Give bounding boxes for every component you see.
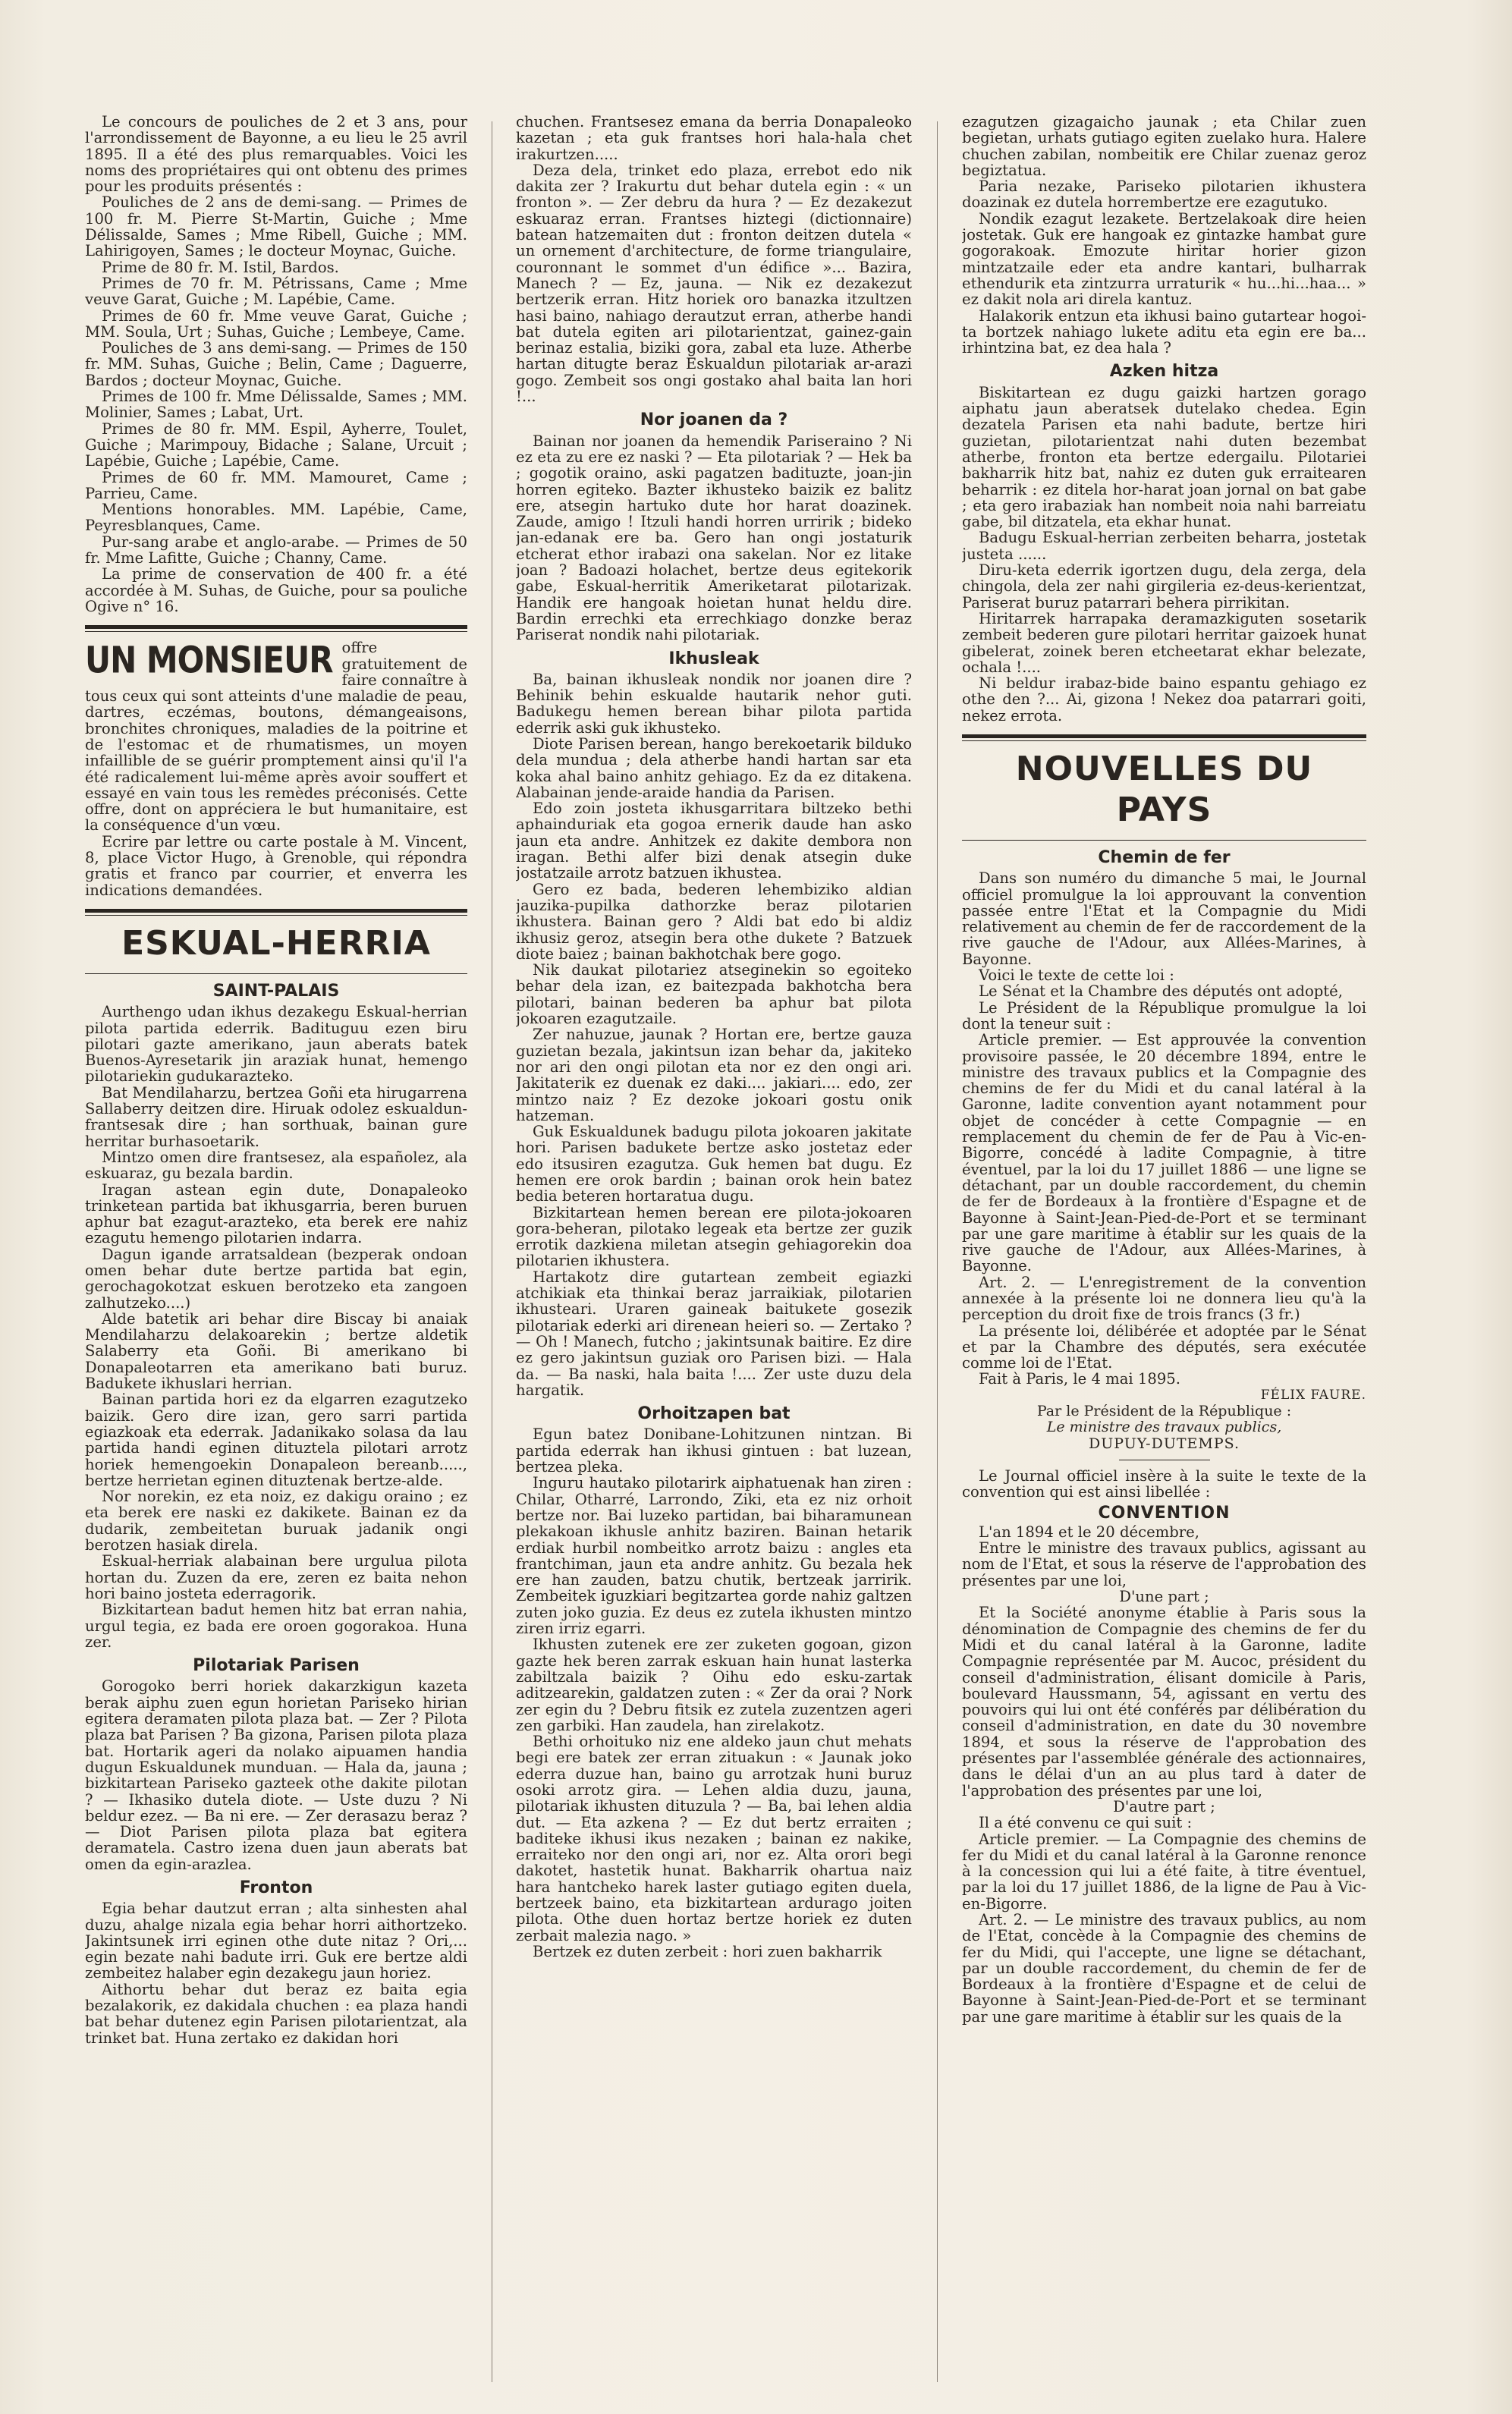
paragraph: Gorogoko berri horiek dakarzkigun kazeta berak aiphu zuen egun horietan Pariseko hirian egitera deramaten pilota plaza bat. — Zer ? Pilota plaza bat Parisen ? Ba gizona, Parisen pilota plaza bat. Hortarik ageri da nolako aipuamen handia dugun Eskualdunek munduan. — Hala da, jauna ; bizkitartean Pariseko gazteek othe dakite pilotan ? — Ikhasiko dutela diote. — Uste duzu ? Ni beldur ezez. — Ba ni ere. — Zer derasazu beraz ? — Diot Parisen pilota plaza bat egitera deramatela. Castro izena duen jaun aberats bat omen da egin-arazlea. xyxy=(85,1677,467,1873)
section-title: NOUVELLES DU PAYS xyxy=(1015,749,1313,829)
article-heading: Chemin de fer xyxy=(1098,847,1231,867)
paragraph: Primes de 70 fr. M. Pétrissans, Came ; Mme veuve Garat, Guiche ; M. Lapébie, Came. xyxy=(85,274,467,309)
paragraph: Il a été convenu ce qui suit : xyxy=(979,1814,1193,1832)
section-divider xyxy=(962,734,1366,741)
paragraph: Le concours de pouliches de 2 et 3 ans, pour l'arrondissement de Bayonne, a eu lieu le 25 avril 1895. Il a été des plus remarquables. Voici les noms des propriétaires qui ont obtenu des primes pour les produits présentés : xyxy=(85,114,467,196)
paragraph: Nondik ezagut lezakete. Bertzelakoak dire heien jostetak. Guk ere hangoak ez gintazke hambat gure gogorakoak. Emozute hiritar horier gizon mintzatzaile eder eta andre kantari, bulharrak ethendurik eta zintzurra urraturik « hu...hi...haa... » ez dakit nola ari direla kantuz. xyxy=(962,209,1366,309)
paragraph: Le Président de la République promulgue la loi dont la teneur suit : xyxy=(962,998,1366,1033)
paragraph: Pur-sang arabe et anglo-arabe. — Primes de 50 fr. Mme Lafitte, Guiche ; Channy, Came. xyxy=(85,533,467,567)
paragraph: Mintzo omen dire frantsesez, ala españolez, ala eskuaraz, gu bezala bardin. xyxy=(85,1148,467,1183)
paragraph: Deza dela, trinket edo plaza, errebot edo nik dakita zer ? Irakurtu dut behar dutela egin : « un fronton ». — Zer debru da hura ? — Ez dezakezut eskuaraz erran. Frantses hiztegi (dictionnaire) batean hatzemaiten dut : fronton deitzen dutela « un ornement d'architecture, de forme triangulaire, couronnant le sommet d'un édifice »... Bazira, Manech ? — Ez, jauna. — Nik ez dezakezut bertzerik erran. Hitz horiek oro banazka itzultzen hasi baino, nahiago derautzut erran, atherbe handi bat dutela egiten ari pilotarientzat, gainez-gain berinaz estalia, biziki gora, zabal eta luze. Atherbe hartan ditugte beraz Eskualdun pilotariak ar-arazi gogo. Zembeit sos ongi gostako ahal baita lan hori !... xyxy=(516,161,912,406)
paragraph: Diru-keta ederrik igortzen dugu, dela zerga, dela chingola, dela zer nahi girgileria ez-deus-kerientzat, Pariserat buruz patarrari behera pirrikitan. xyxy=(962,561,1366,611)
paragraph: Bizkitartean hemen berean ere pilota-jokoaren gora-beheran, pilotako legeak eta bertze zer guzik errotik dazkiena miletan atsegin gehiagorekin doa pilotarien ikhustera. xyxy=(516,1203,912,1270)
paragraph: Iragan astean egin dute, Donapaleoko trinketean partida bat ikhusgarria, beren buruen aphur bat ezagut-arazteko, eta berek ere nahiz ezagutu hemengo pilotarien indarra. xyxy=(85,1180,467,1247)
paragraph: Ikhusten zutenek ere zer zuketen gogoan, gizon gazte hek beren zarrak eskuan hain hunat lasterka zabiltzala baizik ? Oihu edo esku-zartak aditzearekin, galdatzen zuten : « Zer da orai ? Nork zer egin du ? Debru fitsik ez zutela zuzentzen ageri zen garbiki. Han zaudela, han zirelakotz. xyxy=(516,1636,912,1734)
paragraph: Biskitartean ez dugu gaizki hartzen gorago aiphatu jaun aberatsek dutelako chedea. Egin dezatela Parisen eta nahi badute, bertze hiri guzietan, pilotarientzat nahi duten bezembat atherbe, fronton eta bertze edergailu. Pilotariei bakharrik hitz bat, nahiz ez duten guk erraitearen beharrik : ez ditela hor-harat joan jornal on bat gabe ; eta gero irabaziak han nombeit noia nahi barreiatu gabe, bil ditzatela, eta ekhar hunat. xyxy=(962,383,1366,531)
pouliches-report xyxy=(85,114,467,615)
paragraph: D'une part ; xyxy=(1119,1588,1209,1606)
paragraph: Art. 2. — Le ministre des travaux publics, au nom de l'Etat, concède à la Compagnie des chemins de fer du Midi, qui l'accepte, une ligne se détachant, par un double raccordement, du chemin de fer de Bordeaux à la frontière d'Espagne et de celui de Bayonne à Saint-Jean-Pied-de-Port et se terminant par une gare maritime à établir sur les quais de la xyxy=(962,1910,1366,2026)
paragraph: La prime de conservation de 400 fr. a été accordée à M. Suhas, de Guiche, pour sa pouliche Ogive n° 16. xyxy=(85,565,467,615)
signature: Le ministre des travaux publics, xyxy=(1046,1419,1282,1436)
article-heading: Orhoitzapen bat xyxy=(637,1404,791,1424)
paragraph: Bizkitartean badut hemen hitz bat erran nahia, urgul tegia, ez bada ere oroen gogorakoa. Huna zer. xyxy=(85,1601,467,1651)
article-heading: CONVENTION xyxy=(1098,1503,1231,1523)
signature: FÉLIX FAURE. xyxy=(1260,1387,1366,1403)
paragraph: Hartakotz dire gutartean zembeit egiazki atchikiak eta thinkai beraz jarraikiak, pilotarien ikhusteari. Uraren gaineak baitukete gosezik pilotariak ederki ari direnean heieri so. — Zertako ? — Oh ! Manech, futcho ; jakintsunak baitire. Ez dire ez gero jakintsun guziak oro Parisen bizi. — Hala da. — Ba naski, hala baita !.... Zer uste duzu dela hargatik. xyxy=(516,1268,912,1399)
paragraph: Mentions honorables. MM. Lapébie, Came, Peyresblanques, Came. xyxy=(85,501,467,535)
article-heading: Pilotariak Parisen xyxy=(193,1656,360,1676)
paragraph: Ba, bainan ikhusleak nondik nor joanen dire ? Behinik behin eskualde hautarik nehor guti. Badukegu hemen berean bihar pilota partida ederrik aski guk ikhusteko. xyxy=(516,670,912,737)
article-heading: SAINT-PALAIS xyxy=(212,981,340,1001)
paragraph: ezagutzen gizagaicho jaunak ; eta Chilar zuen begietan, urhats gutiago egiten zuelako hura. Halere chuchen zabilan, nombeitik ere Chilar zuenaz geroz begiztatua. xyxy=(962,114,1366,179)
paragraph: Bertzek ez duten zerbeit : hori zuen bakharrik xyxy=(533,1942,882,1960)
ad-headline: UN MONSIEUR xyxy=(85,638,333,682)
paragraph: Pouliches de 2 ans de demi-sang. — Primes de 100 fr. M. Pierre St-Martin, Guiche ; Mme Délissalde, Sames ; Mme Ribell, Guiche ; MM. Lahirigoyen, Sames ; le docteur Moynac, Guiche. xyxy=(85,193,467,260)
paragraph: Ni beldur irabaz-bide baino espantu gehiago ez othe den ?... Ai, gizona ! Nekez doa patarrari goiti, nekez errota. xyxy=(962,674,1366,725)
paragraph: D'autre part ; xyxy=(1113,1797,1215,1815)
paragraph: Le Sénat et la Chambre des députés ont adopté, xyxy=(979,982,1343,1001)
paragraph: Bainan nor joanen da hemendik Pariseraino ? Ni ez eta zu ere ez naski ? — Eta pilotariak ? — Hek ba ; gogotik oraino, aski pagatzen badituzte, joan-jin horren egiteko. Bazter ikhusteko baizik ez balitz ere, atsegin hartuko dute hor harat doazinek. Zaude, amigo ! Itzuli handi horren urririk ; bideko jan-edanak ere ba. Gero han ongi jostaturik etcherat ethor irabazi ona sakelan. Nor ez litake joan ? Badoazi holachet, bertze deus egitekorik gabe, Eskual-herritik Ameriketarat pilotarizak. Handik ere hangoak hoietan hunat heldu dire. Bardin errechki eta errechkiago donzke beraz Pariserat nondik nahi pilotariak. xyxy=(516,432,912,644)
paragraph: Dagun igande arratsaldean (bezperak ondoan omen behar dute bertze partida bat egin, gerochagokotzat eskuen berotzeko eta zangoen zalhutzeko....) xyxy=(85,1245,467,1312)
paragraph: La présente loi, délibérée et adoptée par le Sénat et par la Chambre des députés, sera exécutée comme loi de l'Etat. xyxy=(962,1322,1366,1372)
paragraph: Le Journal officiel insère à la suite le texte de la convention qui est ainsi libellée : xyxy=(962,1466,1366,1501)
column-1 xyxy=(85,114,467,2386)
paragraph: Inguru hautako pilotarirk aiphatuenak han ziren : Chilar, Otharré, Larrondo, Ziki, eta ez niz orhoit bertze nor. Bai luzeko partidan, bai biharamunean plekakoan ikhusle anhitz baziren. Bainan hetarik erdiak hurbil nombeitko arrotz baizu : angles eta frantchiman, jaun eta andre anhitz. Gu bezala hek ere han zauden, batzu chutik, bertzeak jarririk. Zembeitek iguzkiari begitzartea gorde nahiz galtzen zuten joko guzia. Ez deus ez zutela ikhusten mintzo ziren irriz egarri. xyxy=(516,1474,912,1638)
paragraph: Eskual-herriak alabainan bere urgulua pilota hortan du. Zuzen da ere, zeren ez baita nehon hori baino josteta ederragorik. xyxy=(85,1552,467,1602)
signature: Par le Président de la République : xyxy=(1036,1403,1292,1420)
paragraph: Aithortu behar dut beraz ez baita egia bezalakorik, ez dakidala chuchen : ea plaza handi bat behar dutenez egin Parisen pilotarientzat, ala trinket bat. Huna zertako ez dakidan hori xyxy=(85,1980,467,2047)
paragraph: Paria nezake, Pariseko pilotarien ikhustera doazinak ez dutela horrembertze ere ezagutuko. xyxy=(962,178,1366,212)
paragraph: Guk Eskualdunek badugu pilota jokoaren jakitate hori. Parisen badukete bertze asko jostetaz eder edo itsusiren ezagutza. Guk hemen bat dugu. Ez hemen ere orok bardin ; bainan orok hein batez bedia beteren hortaratua dugu. xyxy=(516,1123,912,1205)
paragraph: Edo zoin josteta ikhusgarritara biltzeko bethi aphainduriak eta gogoa ernerik daude han asko jaun eta andre. Anhitzek ez dakite dembora non iragan. Bethi alfer bizi denak atsegin duke jostatzaile arrotz batzuen ikhustea. xyxy=(516,800,912,882)
paragraph: Entre le ministre des travaux publics, agissant au nom de l'Etat, et sous la réserve de l'approbation des présentes par une loi, xyxy=(962,1539,1366,1589)
paragraph: Nik daukat pilotariez atseginekin so egoiteko behar dela izan, ez baitezpada bakhotcha bera pilotari, bainan bederen ba aphur bat pilota jokoaren ezagutzaile. xyxy=(516,961,912,1028)
paragraph: Art. 2. — L'enregistrement de la convention annexée à la présente loi ne donnera lieu qu'à la perception du droit fixe de trois francs (3 fr.) xyxy=(962,1273,1366,1324)
paragraph: Bainan partida hori ez da elgarren ezagutzeko baizik. Gero dire izan, gero sarri partida egiazkoak eta ederrak. Jadanikako solasa da lau partida handi eginen dituztela pilotari arrotz horiek hemengoekin Donapaleon bereanb....., bertze herrietan eginen dituztenak bertze-alde. xyxy=(85,1391,467,1489)
paragraph: Egun batez Donibane-Lohitzunen nintzan. Bi partida ederrak han ikhusi gintuen : bat luzean, bertzea pleka. xyxy=(516,1425,912,1476)
paragraph: L'an 1894 et le 20 décembre, xyxy=(979,1523,1199,1541)
section-title: ESKUAL-HERRIA xyxy=(121,923,431,963)
paragraph: Zer nahuzue, jaunak ? Hortan ere, bertze gauza guzietan bezala, jakintsun izan behar da, jakiteko nor ari den ongi pilotan eta nor ez den ongi ari. Jakitaterik ez duenak ez daki.... jakiari.... edo, zer mintzo naiz ? Ez dezoke jokoari gostu onik hatzeman. xyxy=(516,1026,912,1124)
article-heading: Azken hitza xyxy=(1109,362,1219,382)
paragraph: Nor norekin, ez eta noiz, ez dakigu oraino ; ez eta berek ere naski ez dakikete. Bainan ez da dudarik, zembeitetan buruak jadanik ongi berotzen hasiak direla. xyxy=(85,1488,467,1554)
article-heading: Ikhusleak xyxy=(668,649,759,668)
article-heading: Nor joanen da ? xyxy=(640,410,788,430)
article-heading: Fronton xyxy=(239,1878,313,1897)
paragraph: chuchen. Frantsesez emana da berria Donapaleoko kazetan ; eta guk frantses hori hala-hala chet irakurtzen..... xyxy=(516,114,912,163)
ad-text: offre gratuitement de faire connaître à tous ceux qui sont atteints d'une maladie de peau, dartres, eczémas, boutons, démangeaisons, bronchites chroniques, maladies de la poitrine et de l'estomac et de rhumatismes, un moyen infaillible de se guérir promptement ainsi qu'il l'a été radicalement lui-même après avoir souffert et essayé en vain tous les remèdes préconisés. Cette offre, dont on appréciera le but humanitaire, est la conséquence d'un vœu. xyxy=(85,639,467,835)
paragraph: Primes de 60 fr. MM. Mamouret, Came ; Parrieu, Came. xyxy=(85,468,467,502)
paragraph: Dans son numéro du dimanche 5 mai, le Journal officiel promulgue la loi approuvant la convention passée entre l'Etat et la Compagnie du Midi relativement au chemin de fer de raccordement de la rive gauche de l'Adour, aux Allées-Marines, à Bayonne. xyxy=(962,869,1366,968)
paragraph: Prime de 80 fr. M. Istil, Bardos. xyxy=(102,258,339,276)
section-divider xyxy=(85,909,467,916)
paragraph: Bat Mendilaharzu, bertzea Goñi eta hirugarrena Sallaberry deitzen dire. Hiruak odolez eskualdun-frantsesak dire ; han sorthuak, bainan gure herritar burhasoetarik. xyxy=(85,1083,467,1150)
paragraph: Aurthengo udan ikhus dezakegu Eskual-herrian pilota partida ederrik. Badituguu ezen biru pilotari gazte amerikano, jaun aberats batek Buenos-Ayresetarik jin araziak hunat, hemengo pilotariekin gudukarazteko. xyxy=(85,1003,467,1086)
paragraph: Diote Parisen berean, hango berekoetarik bilduko dela mundua ; dela atherbe handi hartan sar eta koka ahal baino anhitz gehiago. Ez da ez ditakena. Alabainan jende-araide handia da Parisen. xyxy=(516,734,912,801)
paragraph: Pouliches de 3 ans demi-sang. — Primes de 150 fr. MM. Suhas, Guiche ; Belin, Came ; Daguerre, Bardos ; docteur Moynac, Guiche. xyxy=(85,339,467,389)
paragraph: Fait à Paris, le 4 mai 1895. xyxy=(979,1370,1180,1388)
section-divider xyxy=(85,625,467,632)
paragraph: Badugu Eskual-herrian zerbeiten beharra, jostetak justeta ...... xyxy=(962,529,1366,563)
column-2 xyxy=(516,114,912,2386)
paragraph: Bethi orhoituko niz ene aldeko jaun chut mehats begi ere batek zer erran zituakun : « Jaunak joko ederra duzue han, baino gu arrotzak huni buruz osoki arrotz gira. — Lehen aldia duzu, jauna, pilotariak ikhusten dituzula ? — Ba, bai lehen aldia dut. — Eta azkena ? — Ez dut bertz erraiten ; baditeke ikhusi ikus nezaken ; bainan ez nakike, erraiteko nor den ongi ari, nor ez. Alta orori begi dakotet, hastetik hunat. Bakharrik ohartua naiz hara hantcheko harek laster gutiago egiten duela, bertzeek baino, eta bizkitartean ardurago joiten pilota. Othe duen hortaz bertze horiek ez duten zerbait malezia nago. » xyxy=(516,1733,912,1944)
paragraph: Voici le texte de cette loi : xyxy=(979,967,1174,985)
divider xyxy=(85,973,467,974)
ad-text: Ecrire par lettre ou carte postale à M. Vincent, 8, place Victor Hugo, à Grenoble, qui répondra gratis et franco par courrier, et enverra les indications demandées. xyxy=(85,832,467,899)
paragraph: Gero ez bada, bederen lehembiziko aldian jauzika-pupilka dathorzke beraz pilotarien ikhustera. Bainan gero ? Aldi bat edo bi aldiz ikhusiz geroz, atsegin bera othe dukete ? Batzuek diote baiez ; bainan bakhotchak bere gogo. xyxy=(516,880,912,963)
column-3 xyxy=(962,114,1366,2386)
paragraph: Alde batetik ari behar dire Biscay bi anaiak Mendilaharzu delakoarekin ; bertze aldetik Salaberry eta Goñi. Bi amerikano bi Donapaleotarren eta amerikano bati buruz. Badukete ikhuslari herrian. xyxy=(85,1309,467,1393)
paragraph: Halakorik entzun eta ikhusi baino gutartear hogoi-ta bortzek nahiago lukete aditu eta egin ere ba... irhintzina bat, ez dea hala ? xyxy=(962,306,1366,357)
paragraph: Primes de 60 fr. Mme veuve Garat, Guiche ; MM. Soula, Urt ; Suhas, Guiche ; Lembeye, Came. xyxy=(85,306,467,341)
column-rule-2 xyxy=(937,121,938,2382)
paragraph: Hiritarrek harrapaka deramazkiguten sosetarik zembeit bederen gure pilotari herritar gaizoek hunat gibelerat, zoinek beren etcheetarat ekhar belezate, ochala !.... xyxy=(962,609,1366,676)
paragraph: Article premier. — Est approuvée la convention provisoire passée, le 20 décembre 1894, entre le ministre des travaux publics et la Compagnie des chemins de fer du Midi et du canal latéral à la Garonne, ladite convention ayant notamment pour objet de concéder à cette Compagnie — en remplacement du chemin de fer de Pau à Vic-en-Bigorre, concédé à ladite Compagnie, à titre éventuel, par la loi du 17 juillet 1886 — une ligne se détachant, par un double raccordement, du chemin de fer de Bordeaux à la frontière d'Espagne et de Bayonne à Saint-Jean-Pied-de-Port et se terminant par une gare maritime à établir sur les quais de la rive gauche de l'Adour, aux Allées-Marines, à Bayonne. xyxy=(962,1031,1366,1275)
paragraph: Article premier. — La Compagnie des chemins de fer du Midi et du canal latéral à la Garonne renonce à la concession qui lui a été faite, à titre éventuel, par la loi du 17 juillet 1886, de la ligne de Pau à Vic-en-Bigorre. xyxy=(962,1830,1366,1913)
advertisement xyxy=(85,640,467,898)
signature: DUPUY-DUTEMPS. xyxy=(1089,1435,1240,1452)
divider xyxy=(962,840,1366,841)
paragraph: Primes de 100 fr. Mme Délissalde, Sames ; MM. Molinier, Sames ; Labat, Urt. xyxy=(85,388,467,422)
paragraph: Primes de 80 fr. MM. Espil, Ayherre, Toulet, Guiche ; Marimpouy, Bidache ; Salane, Urcuit ; Lapébie, Guiche ; Lapébie, Came. xyxy=(85,420,467,470)
paragraph: Et la Société anonyme établie à Paris sous la dénomination de Compagnie des chemins de fer du Midi et du canal latéral à la Garonne, ladite Compagnie représentée par M. Aucoc, président du conseil d'administration, élisant domicile à Paris, boulevard Haussmann, 54, agissant en vertu des pouvoirs qui lui ont été conférés par délibération du conseil d'administration, en date du 30 novembre 1894, et sous la réserve de l'approbation des présentes par l'assemblée générale des actionnaires, dans le délai d'un an au plus tard à dater de l'approbation des présentes par une loi, xyxy=(962,1604,1366,1799)
paragraph: Egia behar dautzut erran ; alta sinhesten ahal duzu, ahalge nizala egia behar horri aithortzeko. Jakintsunek irri eginen othe dute nitaz ? Ori,... egin bezate nahi badute irri. Guk ere bertze aldi zembeitez halaber egin dezakegu jaun horiez. xyxy=(85,1900,467,1982)
